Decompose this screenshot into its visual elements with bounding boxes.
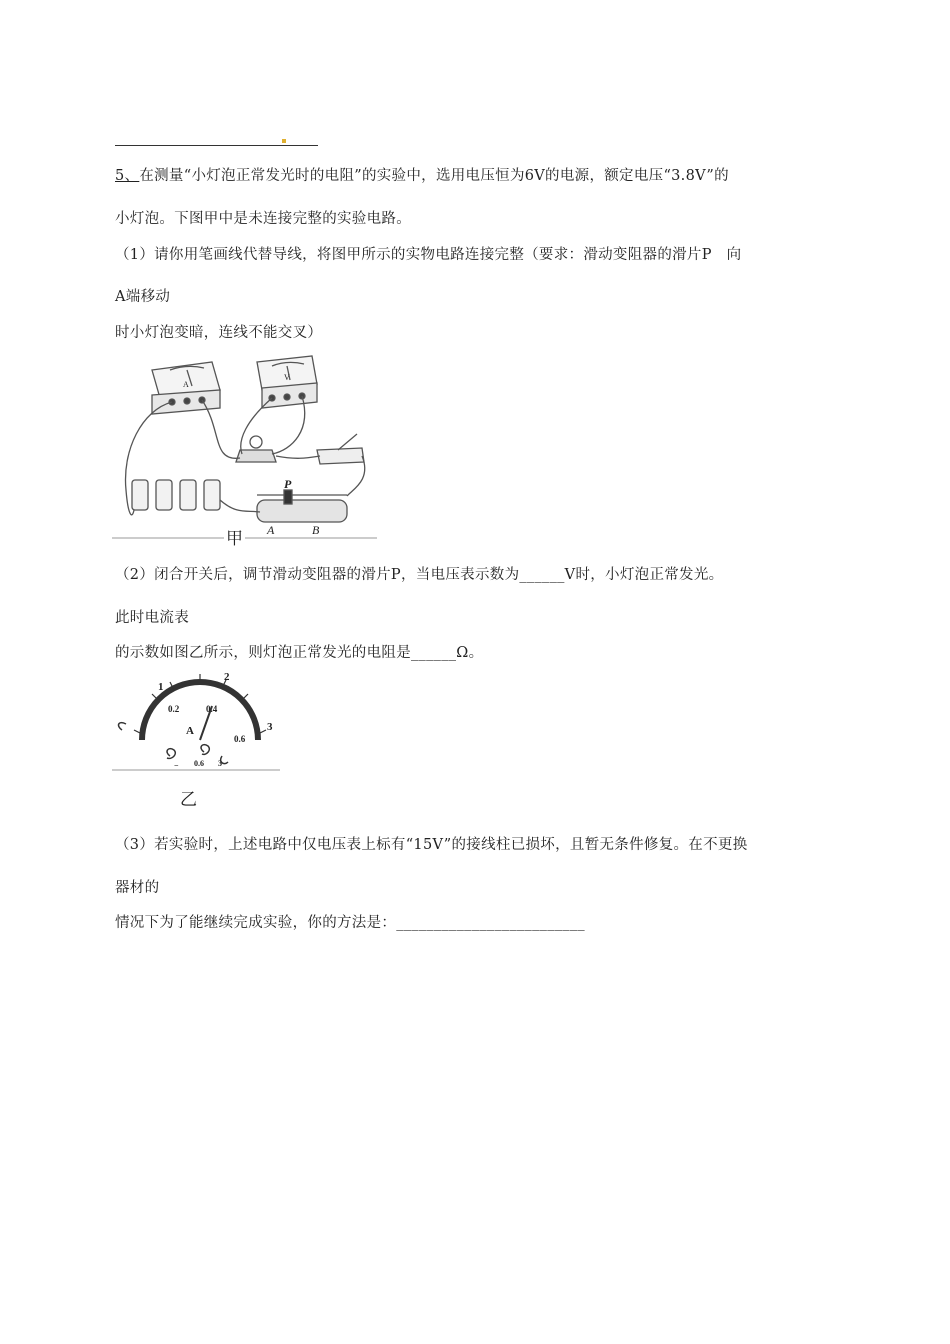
scale-1: 1 [158, 681, 164, 693]
part-2-line-2: 此时电流表 [115, 610, 189, 626]
voltmeter-symbol: V [284, 373, 290, 382]
part-1-line-2: A端移动 [115, 289, 171, 305]
ammeter-dial-figure [112, 668, 282, 778]
slider-label: P [284, 477, 292, 491]
part-1-line-3: 时小灯泡变暗，连线不能交叉） [115, 325, 323, 341]
part-1-line-1: （1）请你用笔画线代替导线，将图甲所示的实物电路连接完整（要求：滑动变阻器的滑片P 向 [115, 247, 742, 263]
question-5-line-1 [115, 164, 729, 185]
part-3-line-2: 器材的 [115, 880, 160, 896]
terminal-0-6: 0.6 [194, 759, 204, 768]
end-a-label: A [267, 523, 275, 537]
circuit-figure [112, 350, 377, 550]
part-2-line-3: 的示数如图乙所示，则灯泡正常发光的电阻是______Ω。 [115, 645, 484, 661]
ammeter-symbol: A [183, 380, 189, 389]
answer-line-top [115, 145, 318, 146]
part-2-line-1: （2）闭合开关后，调节滑动变阻器的滑片P，当电压表示数为______V时，小灯泡正常发光。 [115, 567, 724, 583]
part-3-line-1: （3）若实验时，上述电路中仅电压表上标有“15V”的接线柱已损坏，且暂无条件修复。在不更换 [115, 837, 748, 853]
terminal-3: 3 [218, 759, 222, 768]
scale-0-2: 0.2 [168, 704, 180, 714]
mark-dot [282, 139, 286, 143]
question-number: 5、 [115, 168, 140, 184]
terminal-minus: − [174, 761, 179, 770]
question-text: 在测量“小灯泡正常发光时的电阻”的实验中，选用电压恒为6V的电源，额定电压“3.8V”的 [139, 168, 729, 184]
end-b-label: B [312, 523, 320, 537]
scale-0-6: 0.6 [234, 734, 246, 744]
scale-2: 2 [224, 671, 230, 683]
unit-a: A [186, 725, 194, 737]
part-3-line-3: 情况下为了能继续完成实验，你的方法是：_________________________ [115, 915, 585, 931]
figure-jia-caption: 甲 [224, 524, 245, 549]
question-5-line-2: 小灯泡。下图甲中是未连接完整的实验电路。 [115, 211, 411, 227]
figure-yi-caption: 乙 [180, 790, 197, 810]
scale-0-4: 0.4 [206, 704, 218, 714]
scale-3: 3 [267, 721, 273, 733]
